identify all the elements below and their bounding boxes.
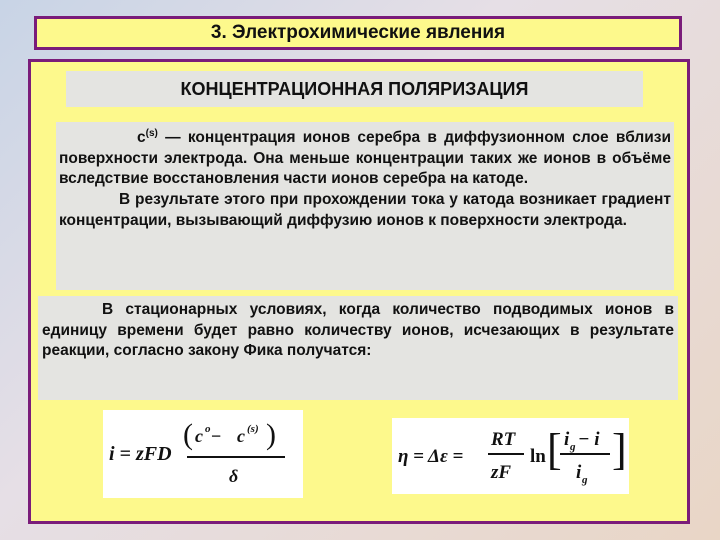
formula-2-frac1-num: RT	[491, 429, 516, 450]
slide-header	[34, 16, 682, 50]
formula-1-svg	[103, 410, 303, 498]
concentration-superscript: (s)	[145, 128, 158, 139]
paragraph-1-first	[59, 124, 671, 190]
formula-2-num-sub: g	[570, 441, 576, 453]
formula-current-density	[103, 410, 303, 498]
formula-2-ln: ln	[530, 446, 546, 467]
formula-1-c0-sup: o	[205, 423, 211, 435]
formula-2-left-bracket: [	[547, 425, 562, 474]
formula-2-right-bracket: ]	[612, 425, 627, 474]
formula-1-denominator: δ	[229, 466, 239, 486]
paragraph-1-text: — концентрация ионов серебра в диффузионном слое вблизи поверхности электрода. Она меньше концентрации таких же ионов в объёме вследствие восстановления части ионов серебра на катоде.	[59, 129, 671, 188]
formula-2-den-sub: g	[582, 474, 588, 486]
slide-title: 3. Электрохимические явления	[210, 22, 506, 43]
formula-2-num-rest: − i	[578, 429, 600, 450]
subtitle-text: КОНЦЕНТРАЦИОННАЯ ПОЛЯРИЗАЦИЯ	[180, 78, 529, 99]
paragraph-1-second: В результате этого при прохождении тока у катода возникает градиент концентрации, вызывающий диффузию ионов к поверхности электрода.	[59, 190, 671, 229]
paragraph-2-text: В стационарных условиях, когда количество подводимых ионов в единицу времени будет равно количеству ионов, исчезающих в результате реакции, согласно закону Фика получатся:	[42, 301, 674, 360]
formula-overpotential	[392, 418, 629, 494]
formula-2-lhs: η = Δε =	[398, 446, 464, 467]
paragraph-concentration	[56, 122, 674, 290]
formula-1-lhs: i = zFD	[109, 443, 172, 465]
formula-1-right-paren: )	[266, 418, 276, 451]
formula-1-minus: −	[211, 426, 222, 446]
formula-2-svg	[392, 418, 629, 494]
formula-2-den-i: i	[576, 462, 582, 483]
section-subtitle	[66, 71, 643, 107]
formula-2-frac1-den: zF	[491, 462, 512, 483]
formula-2-num-i: i	[564, 429, 570, 450]
formula-1-c0: c	[195, 426, 203, 446]
formula-1-cs: c	[237, 426, 245, 446]
concentration-symbol: с	[137, 129, 146, 147]
paragraph-stationary	[38, 296, 678, 400]
formula-1-left-paren: (	[183, 418, 193, 451]
formula-1-cs-sup: (s)	[247, 423, 259, 435]
